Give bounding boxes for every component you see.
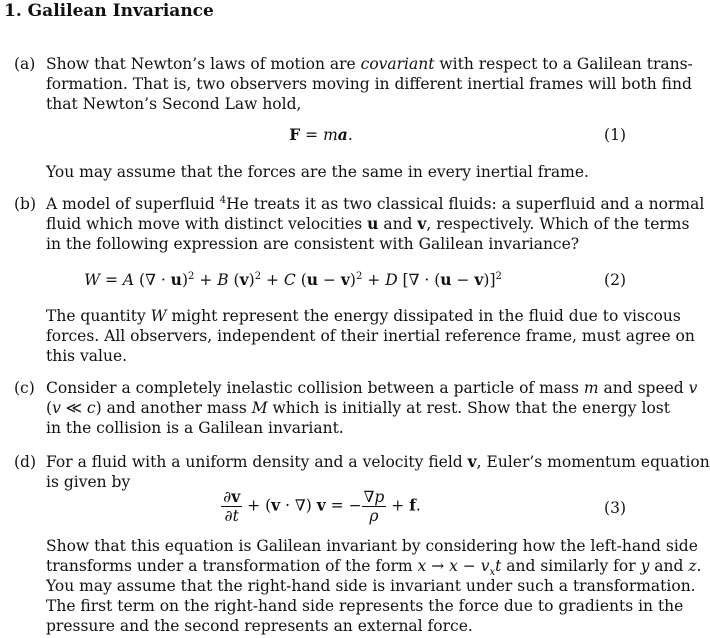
text-line: fluid which move with distinct velocities u and v, respectively. Which of the terms <box>46 214 690 233</box>
text-line: Consider a completely inelastic collision between a particle of mass m and speed v <box>46 379 698 397</box>
part-a <box>14 54 693 184</box>
part-a-after <box>46 162 628 182</box>
part-d-after <box>46 536 702 636</box>
part-label: (a) <box>14 55 36 73</box>
part-d-text <box>46 452 710 492</box>
part-b-text <box>46 194 705 254</box>
text-line: You may assume that the forces are the same in every inertial frame. <box>46 163 589 181</box>
text-line: this value. <box>46 347 128 365</box>
part-b-after <box>46 306 695 366</box>
text-line: forces. All observers, independent of their inertial reference frame, must agree on <box>46 327 695 345</box>
equation-number: (3) <box>604 499 626 517</box>
text-line: (v ≪ c) and another mass M which is initially at rest. Show that the energy lost <box>46 399 670 417</box>
text-line: You may assume that the right-hand side is invariant under such a transformation. <box>46 577 696 595</box>
equation-number: (2) <box>604 271 626 289</box>
equation-3: $\frac{\partial v}{\partial t}$ + (v · ∇) v = − $\frac{\nabla p}{\rho}$ + f. <box>223 487 421 525</box>
text-line: that Newton’s Second Law hold, <box>46 95 302 113</box>
part-b <box>14 194 705 369</box>
text-line: For a fluid with a uniform density and a velocity field v, Euler’s momentum equation <box>46 452 710 471</box>
equation-number: (1) <box>604 126 626 144</box>
text-line: Show that this equation is Galilean invariant by considering how the left-hand side <box>46 537 698 555</box>
part-d <box>14 452 710 637</box>
text-line: A model of superfluid $^4$He treats it as two classical fluids: a superfluid and a normal <box>46 194 705 213</box>
section-title: 1. Galilean Invariance <box>4 1 214 21</box>
text-line: formation. That is, two observers moving in different inertial frames will both find <box>46 75 692 93</box>
text-line: The first term on the right-hand side represents the force due to gradients in the <box>46 597 684 615</box>
equation-2: W = A (∇ · u)$^2$ + B $(v)^2 + C$ $(u - v)^2 + D$ [∇ · (u − v)]$^2$ <box>84 270 502 289</box>
text-line: in the following expression are consistent with Galilean invariance? <box>46 235 580 253</box>
text-line: The quantity W might represent the energy dissipated in the fluid due to viscous <box>46 307 681 325</box>
text-line: Show that Newton’s laws of motion are covariant with respect to a Galilean trans- <box>46 55 693 73</box>
text-line: is given by <box>46 473 131 491</box>
text-line: pressure and the second represents an external force. <box>46 617 473 635</box>
part-label: (b) <box>14 195 37 213</box>
equation-1: F = ma. <box>289 125 353 144</box>
text-line: transforms under a transformation of the form $x \to x - v_xt$ and similarly for y and z. <box>46 557 702 579</box>
part-label: (c) <box>14 379 35 397</box>
part-label: (d) <box>14 453 37 471</box>
text-line: in the collision is a Galilean invariant. <box>46 419 344 437</box>
part-c <box>14 378 698 440</box>
part-a-text <box>46 54 693 114</box>
part-c-text <box>46 378 698 438</box>
